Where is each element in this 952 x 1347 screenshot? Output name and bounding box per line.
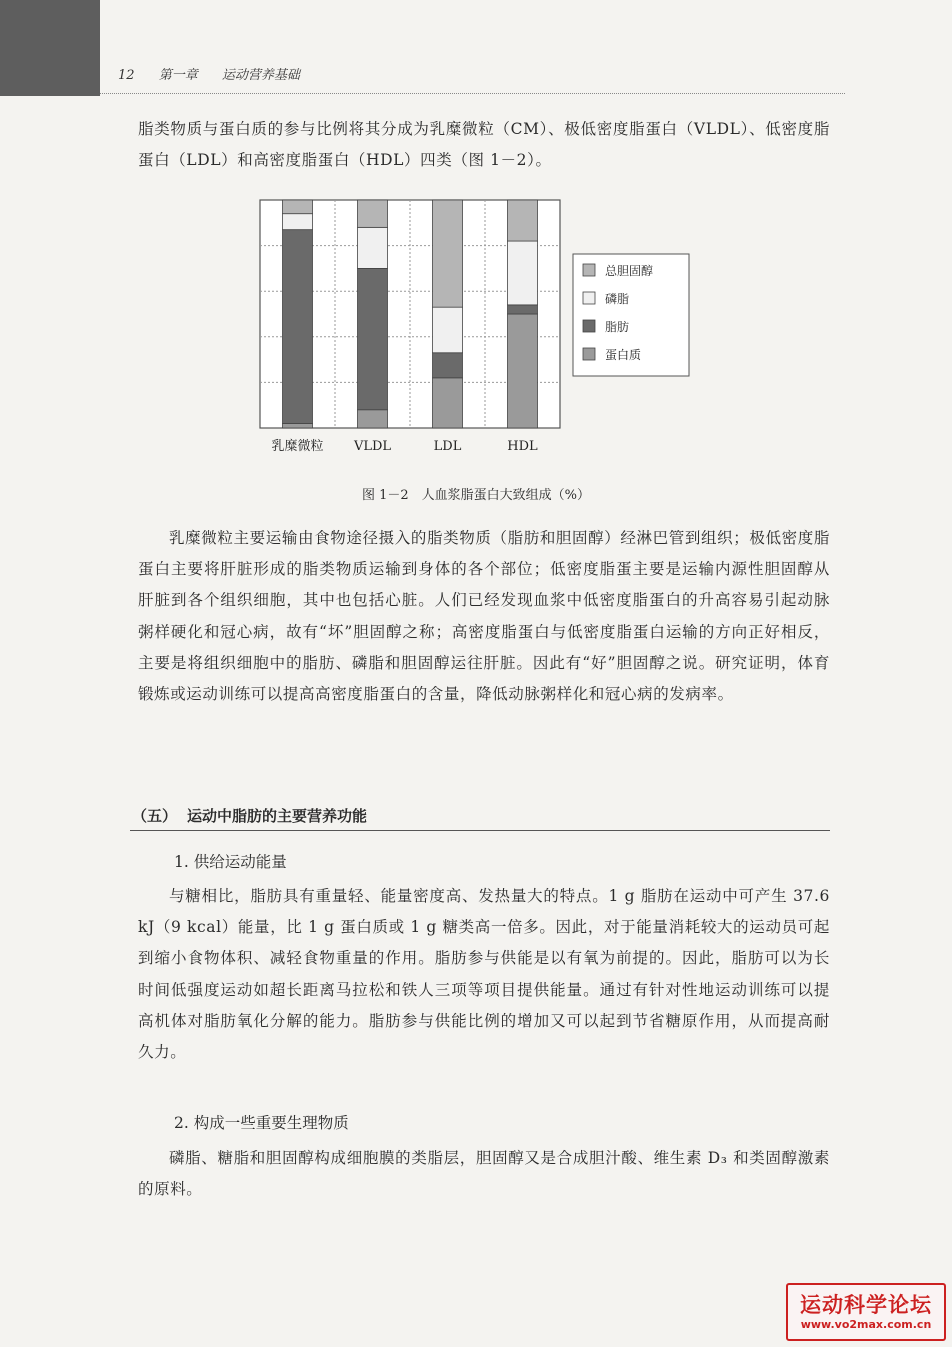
bar-segment xyxy=(358,410,388,428)
bar-segment xyxy=(358,200,388,227)
bar-segment xyxy=(283,200,313,214)
subhead-physiological-substances: 2. 构成一些重要生理物质 xyxy=(174,1114,349,1132)
section-title: 运动中脂肪的主要营养功能 xyxy=(187,807,368,825)
bar-segment xyxy=(508,200,538,241)
legend-label: 总胆固醇 xyxy=(605,264,654,278)
energy-supply-paragraph: 与糖相比，脂肪具有重量轻、能量密度高、发热量大的特点。1 g 脂肪在运动中可产生 37.6 kJ（9 kcal）能量，比 1 g 蛋白质或 1 g 糖类高一倍多。因此，对于能量消耗较大的运动员可起到缩小食物体积、减轻食物重量的作用。脂肪参与供能是以有氧为前提的。因此，脂肪可以为长时间低强度运动如超长距离马拉松和铁人三项等项目提供能量。通过有针对性地运动训练可以提高机体对脂肪氧化分解的能力。脂肪参与供能比例的增加又可以起到节省糖原作用，从而提高耐久力。 xyxy=(138,887,830,1062)
bar-segment xyxy=(508,314,538,428)
watermark-title: 运动科学论坛 xyxy=(800,1292,932,1317)
section-rule xyxy=(130,830,830,831)
category-label: HDL xyxy=(507,439,538,454)
chapter-label: 第一章 xyxy=(158,68,198,83)
category-label: 乳糜微粒 xyxy=(271,439,324,454)
bar-segment xyxy=(508,241,538,305)
legend-label: 脂肪 xyxy=(605,320,630,334)
page-corner-tab xyxy=(0,0,100,96)
bar-segment xyxy=(283,214,313,230)
header-rule xyxy=(100,93,845,94)
bar-segment xyxy=(283,230,313,424)
bar-segment xyxy=(283,423,313,428)
physiological-substances-paragraph: 磷脂、糖脂和胆固醇构成细胞膜的类脂层，胆固醇又是合成胆汁酸、维生素 D₃ 和类固醇激素的原料。 xyxy=(138,1149,830,1199)
page-number: 12 xyxy=(118,68,135,83)
legend-swatch xyxy=(583,264,595,276)
chapter-title: 运动营养基础 xyxy=(221,68,300,83)
lipoprotein-chart xyxy=(255,192,715,474)
bar-segment xyxy=(433,378,463,428)
subhead-energy-supply: 1. 供给运动能量 xyxy=(174,853,287,871)
figure-caption: 图 1－2 人血浆脂蛋白大致组成（%） xyxy=(361,488,591,503)
bar-segment xyxy=(358,227,388,268)
category-label: LDL xyxy=(433,439,462,454)
watermark-stamp xyxy=(786,1283,946,1341)
legend-label: 蛋白质 xyxy=(605,348,642,362)
bar-segment xyxy=(433,307,463,353)
intro-paragraph: 脂类物质与蛋白质的参与比例将其分成为乳糜微粒（CM）、极低密度脂蛋白（VLDL）、低密度脂蛋白（LDL）和高密度脂蛋白（HDL）四类（图 1－2）。 xyxy=(138,120,830,170)
lipoprotein-transport-paragraph: 乳糜微粒主要运输由食物途径摄入的脂类物质（脂肪和胆固醇）经淋巴管到组织；极低密度脂蛋白主要将肝脏形成的脂类物质运输到身体的各个部位；低密度脂蛋主要是运输内源性胆固醇从肝脏到各个组织细胞，其中也包括心脏。人们已经发现血浆中低密度脂蛋白的升高容易引起动脉粥样硬化和冠心病，故有“坏”胆固醇之称；高密度脂蛋白与低密度脂蛋白运输的方向正好相反，主要是将组织细胞中的脂肪、磷脂和胆固醇运往肝脏。因此有“好”胆固醇之说。研究证明，体育锻炼或运动训练可以提高高密度脂蛋白的含量，降低动脉粥样化和冠心病的发病率。 xyxy=(138,529,830,704)
section-heading xyxy=(132,805,367,826)
bar-segment xyxy=(508,305,538,314)
legend-swatch xyxy=(583,320,595,332)
bar-segment xyxy=(433,353,463,378)
category-label: VLDL xyxy=(353,439,392,454)
bar-segment xyxy=(433,200,463,307)
watermark-url: www.vo2max.com.cn xyxy=(800,1318,932,1331)
legend-swatch xyxy=(583,348,595,360)
legend-swatch xyxy=(583,292,595,304)
legend-label: 磷脂 xyxy=(605,292,630,306)
section-number: （五） xyxy=(132,807,178,825)
bar-segment xyxy=(358,268,388,409)
running-header xyxy=(118,64,320,83)
